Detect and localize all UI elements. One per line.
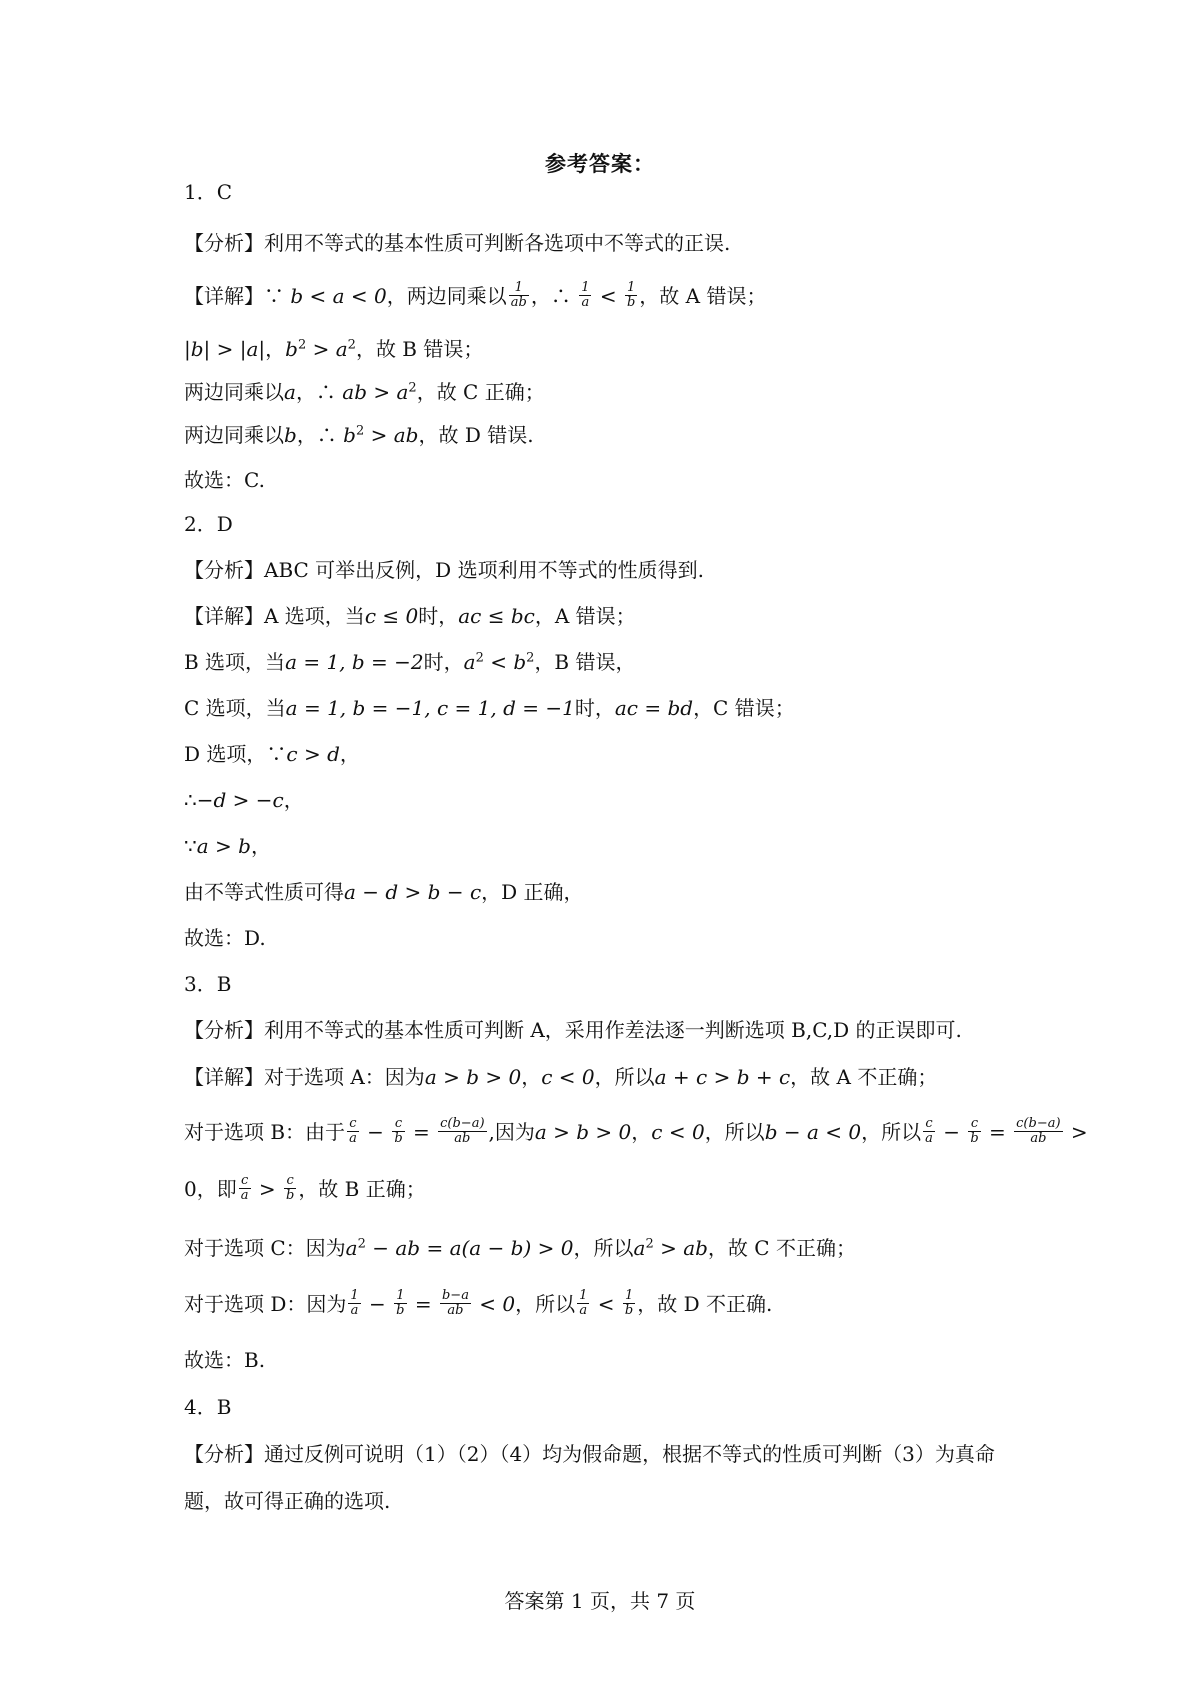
fraction: $\frac{c}{b}$ — [970, 1116, 979, 1146]
fraction: $\frac{1}{b}$ — [624, 1288, 634, 1318]
text: ，故 D 不正确. — [637, 1292, 773, 1316]
exponent: 2 — [357, 1236, 366, 1252]
exponent: 2 — [355, 423, 365, 439]
exponent: 2 — [645, 1236, 654, 1252]
math-symbol: > — [306, 337, 336, 361]
page-footer: 答案第 1 页，共 7 页 — [504, 1589, 696, 1613]
text: B 选项，当 — [184, 650, 286, 674]
fraction: $\frac{c}{a}$ — [349, 1116, 357, 1146]
math-expr: c < 0 — [651, 1120, 705, 1144]
math-expr: b − a < 0 — [764, 1120, 862, 1144]
math-expr: a > b — [196, 834, 251, 858]
q4-answer: 4．B — [184, 1395, 232, 1419]
fraction: $\frac{1}{b}$ — [396, 1288, 405, 1318]
math-expr: < 0 — [472, 1292, 516, 1316]
math-symbol: = — [408, 1292, 438, 1316]
text: 对于选项 B：由于 — [184, 1120, 346, 1144]
q3-detail-line-e — [184, 1290, 772, 1320]
math-symbol: < — [591, 1292, 621, 1316]
text: ，所以 — [861, 1120, 922, 1144]
fraction: $\frac{1}{ab}$ — [510, 280, 527, 310]
text: ， — [631, 1120, 652, 1144]
text: 【详解】A 选项，当 — [184, 604, 365, 628]
q4-analysis-line-2: 题，故可得正确的选项. — [184, 1489, 391, 1513]
math-var: a — [633, 1236, 646, 1260]
math-expr: c < 0 — [541, 1065, 595, 1089]
math-expr: a > b > 0 — [534, 1120, 632, 1144]
math-inequality: > ab — [364, 423, 419, 447]
text: ，D 正确， — [481, 880, 584, 904]
text: ， — [521, 1065, 542, 1089]
math-var: a — [335, 337, 348, 361]
q3-detail-line-d — [184, 1234, 856, 1262]
text: ，B 错误， — [534, 650, 636, 674]
text: ，故 A 不正确； — [790, 1065, 938, 1089]
text: ，两边同乘以 — [386, 284, 507, 308]
q2-detail-line-d — [184, 740, 360, 768]
math-symbol: − — [362, 1292, 393, 1316]
math-var: a — [463, 650, 476, 674]
text: C 选项，当 — [184, 696, 286, 720]
q2-detail-line-a — [184, 602, 636, 630]
math-inequality: |b| > |a| — [184, 337, 266, 361]
text: ，∴ — [296, 423, 344, 447]
q2-detail-line-g — [184, 878, 584, 906]
text: 由不等式性质可得 — [184, 880, 344, 904]
q1-detail-line-1 — [184, 282, 766, 312]
q4-analysis-line-1: 【分析】通过反例可说明（1）（2）（4）均为假命题，根据不等式的性质可判断（3）为真命 — [184, 1442, 995, 1466]
text: ，∴ — [530, 284, 578, 308]
text: ，故 D 错误. — [418, 423, 534, 447]
text: 时， — [418, 604, 459, 628]
text: 时， — [574, 696, 615, 720]
text: ，A 错误； — [534, 604, 636, 628]
math-expr: a + c > b + c — [654, 1065, 791, 1089]
text: ， — [250, 834, 271, 858]
q3-answer: 3．B — [184, 972, 232, 996]
text: ， — [339, 742, 360, 766]
q1-detail-line-3 — [184, 378, 545, 406]
fraction: $\frac{c(b-a)}{ab}$ — [440, 1116, 485, 1146]
math-expr: a = 1, b = −2 — [285, 650, 424, 674]
text: ，∴ — [295, 380, 343, 404]
exponent: 2 — [526, 650, 535, 666]
text: ，故 C 正确； — [416, 380, 545, 404]
q2-detail-line-b — [184, 648, 636, 676]
q2-analysis: 【分析】ABC 可举出反例，D 选项利用不等式的性质得到. — [184, 558, 704, 582]
math-symbol: = — [406, 1120, 437, 1144]
exponent: 2 — [347, 337, 356, 353]
text: 0 — [184, 1177, 197, 1201]
page-title: 参考答案： — [545, 151, 655, 176]
fraction: $\frac{1}{b}$ — [626, 280, 636, 310]
q1-answer: 1．C — [184, 180, 233, 204]
text: ， — [283, 788, 304, 812]
math-var: b — [284, 423, 297, 447]
math-expr: −d > −c — [196, 788, 284, 812]
math-expr: > ab — [653, 1236, 708, 1260]
fraction: $\frac{1}{a}$ — [579, 1288, 588, 1318]
text: D 选项，∵ — [184, 742, 287, 766]
q2-answer: 2．D — [184, 512, 233, 536]
text: ，故 B 正确； — [298, 1177, 426, 1201]
therefore-sign: ∴ — [184, 788, 197, 812]
text: 两边同乘以 — [184, 380, 284, 404]
math-var: a — [284, 380, 296, 404]
text: ，所以 — [573, 1236, 634, 1260]
exponent: 2 — [408, 380, 417, 396]
math-expr: a > b > 0 — [424, 1065, 522, 1089]
text: ，故 A 错误； — [639, 284, 767, 308]
q3-detail-line-a — [184, 1063, 937, 1091]
text: ， — [265, 337, 286, 361]
exponent: 2 — [475, 650, 484, 666]
math-inequality: b < a < 0 — [290, 284, 387, 308]
math-expr: < b — [483, 650, 527, 674]
text: ，所以 — [704, 1120, 765, 1144]
text: 【详解】对于选项 A：因为 — [184, 1065, 425, 1089]
fraction: $\frac{b-a}{ab}$ — [441, 1288, 469, 1318]
text: ，所以 — [594, 1065, 655, 1089]
math-symbol: > — [1064, 1120, 1088, 1144]
q3-choose: 故选：B. — [184, 1348, 266, 1372]
math-var: a — [345, 1236, 358, 1260]
q3-analysis: 【分析】利用不等式的基本性质可判断 A，采用作差法逐一判断选项 B,C,D 的正误即可. — [184, 1018, 962, 1042]
text: ，所以 — [515, 1292, 576, 1316]
fraction: $\frac{1}{a}$ — [581, 280, 590, 310]
math-var: b — [285, 337, 298, 361]
fraction: $\frac{c}{b}$ — [394, 1116, 403, 1146]
math-expr: c ≤ 0 — [364, 604, 419, 628]
math-expr: ac = bd — [614, 696, 694, 720]
text: 对于选项 C：因为 — [184, 1236, 346, 1260]
text: 时， — [423, 650, 464, 674]
fraction: $\frac{1}{a}$ — [350, 1288, 359, 1318]
fraction: $\frac{c}{b}$ — [285, 1173, 295, 1203]
q2-detail-line-e — [184, 786, 304, 814]
text: 对于选项 D：因为 — [184, 1292, 347, 1316]
math-expr: − ab = a(a − b) > 0 — [365, 1236, 574, 1260]
math-expr: a − d > b − c — [344, 880, 482, 904]
math-expr: ac ≤ bc — [458, 604, 535, 628]
math-symbol: − — [936, 1120, 967, 1144]
math-symbol: < — [593, 284, 623, 308]
text: ，C 错误； — [693, 696, 795, 720]
math-symbol: > — [252, 1177, 282, 1201]
math-expr: a = 1, b = −1, c = 1, d = −1 — [285, 696, 575, 720]
q2-detail-line-c — [184, 694, 795, 722]
math-var: b — [343, 423, 356, 447]
detail-label: 【详解】 — [184, 284, 264, 308]
fraction: $\frac{c}{a}$ — [925, 1116, 933, 1146]
q3-detail-line-c — [184, 1175, 426, 1205]
q2-choose: 故选：D. — [184, 926, 266, 950]
math-symbol: = — [982, 1120, 1013, 1144]
q1-choose: 故选：C. — [184, 468, 265, 492]
exponent: 2 — [297, 337, 307, 353]
fraction: $\frac{c}{a}$ — [240, 1173, 249, 1203]
text: ，故 C 不正确； — [707, 1236, 856, 1260]
text: ,因为 — [488, 1120, 535, 1144]
text: 两边同乘以 — [184, 423, 284, 447]
because-sign: ∵ — [264, 284, 291, 308]
q1-analysis: 【分析】利用不等式的基本性质可判断各选项中不等式的正误. — [184, 231, 731, 255]
text: ，即 — [196, 1177, 237, 1201]
fraction: $\frac{c(b-a)}{ab}$ — [1016, 1116, 1061, 1146]
math-symbol: − — [360, 1120, 391, 1144]
q1-detail-line-4 — [184, 421, 534, 449]
because-sign: ∵ — [184, 834, 197, 858]
q1-detail-line-2 — [184, 335, 483, 363]
math-expr: c > d — [286, 742, 340, 766]
q3-detail-line-b — [184, 1118, 1088, 1148]
text: ，故 B 错误； — [355, 337, 484, 361]
q2-detail-line-f — [184, 832, 271, 860]
math-inequality: ab > a — [342, 380, 409, 404]
